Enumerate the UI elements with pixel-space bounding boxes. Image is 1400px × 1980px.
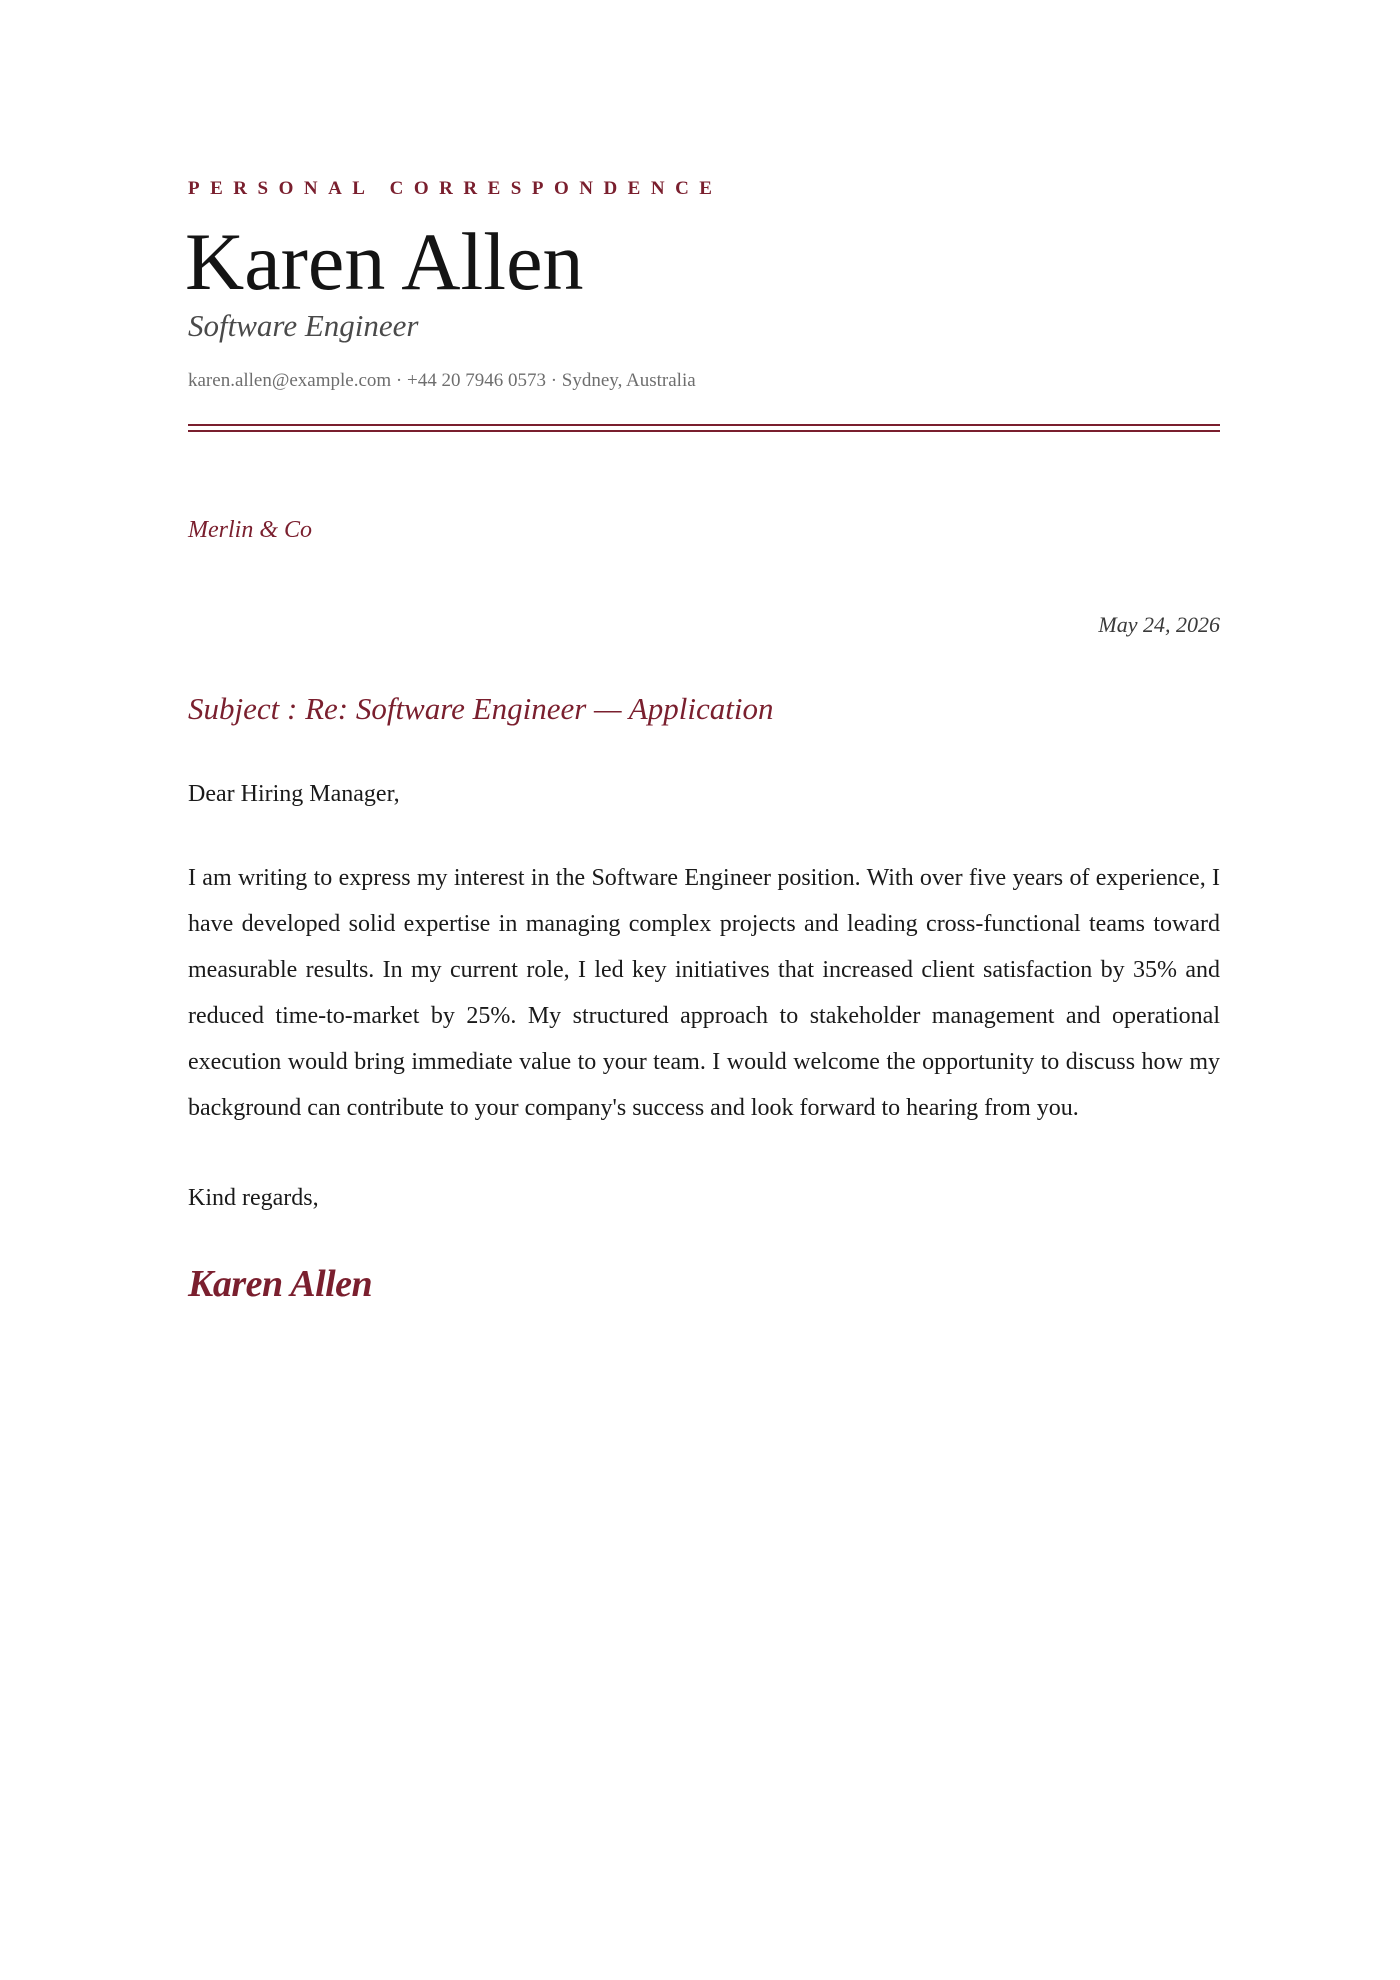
header-divider-top	[188, 424, 1220, 426]
recipient-company: Merlin & Co	[188, 517, 312, 543]
closing: Kind regards,	[188, 1185, 319, 1211]
signature: Karen Allen	[188, 1263, 373, 1305]
letter-subject: Subject : Re: Software Engineer — Application	[188, 691, 774, 726]
letter-date: May 24, 2026	[1098, 612, 1220, 637]
salutation: Dear Hiring Manager,	[188, 781, 400, 807]
letter-body: I am writing to express my interest in the Software Engineer position. With over five years of experience, I have developed solid expertise in managing complex projects and leading cross-functional teams toward measurable results. In my current role, I led key initiatives that increased client satisfaction by 35% and reduced time-to-market by 25%. My structured approach to stakeholder management and operational execution would bring immediate value to your team. I would welcome the opportunity to discuss how my background can contribute to your company's success and look forward to hearing from you.	[188, 865, 1220, 1121]
sender-name: Karen Allen	[185, 216, 584, 307]
sender-role: Software Engineer	[188, 308, 419, 343]
header-divider-bottom	[188, 430, 1220, 432]
contact-line: karen.allen@example.com · +44 20 7946 0573 · Sydney, Australia	[188, 370, 696, 391]
eyebrow-label: PERSONAL CORRESPONDENCE	[188, 178, 723, 199]
